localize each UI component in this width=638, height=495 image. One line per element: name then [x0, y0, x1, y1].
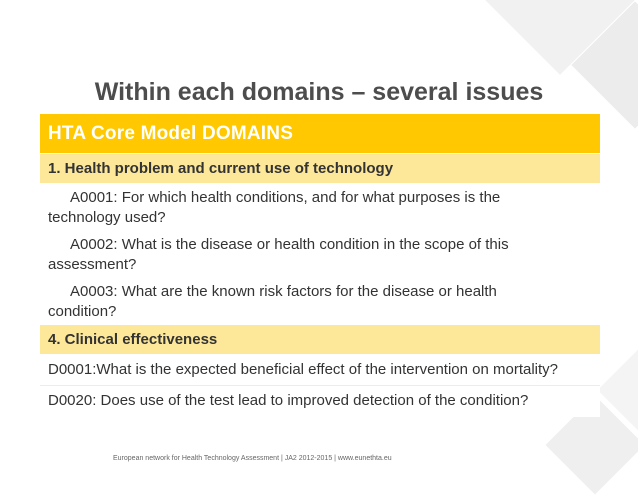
- table-row: [40, 386, 600, 417]
- issue-text: D0020: Does use of the test lead to improved detection of the condition?: [48, 392, 529, 409]
- section-header-clinical-effectiveness: 4. Clinical effectiveness: [40, 325, 600, 355]
- slide-title: Within each domains – several issues: [94, 78, 544, 106]
- issue-text-first-line: A0002: What is the disease or health condition in the scope of this: [70, 236, 509, 253]
- domains-table: [40, 114, 600, 417]
- issue-text: D0001:What is the expected beneficial effect of the intervention on mortality?: [48, 361, 559, 378]
- section-header-health-problem: 1. Health problem and current use of technology: [40, 154, 600, 184]
- table-row: [40, 231, 600, 278]
- table-header: HTA Core Model DOMAINS: [40, 114, 600, 154]
- table-row: [40, 184, 600, 231]
- footer-text: European network for Health Technology Assessment | JA2 2012-2015 | www.eunethta.eu: [113, 455, 392, 462]
- issue-text-continuation: technology used?: [48, 209, 166, 226]
- table-row: [40, 355, 600, 386]
- issue-text-continuation: condition?: [48, 303, 117, 320]
- issue-text-first-line: A0001: For which health conditions, and for what purposes is the: [70, 189, 501, 206]
- table-row: [40, 278, 600, 325]
- issue-text-continuation: assessment?: [48, 256, 137, 273]
- issue-text-first-line: A0003: What are the known risk factors for the disease or health: [70, 283, 497, 300]
